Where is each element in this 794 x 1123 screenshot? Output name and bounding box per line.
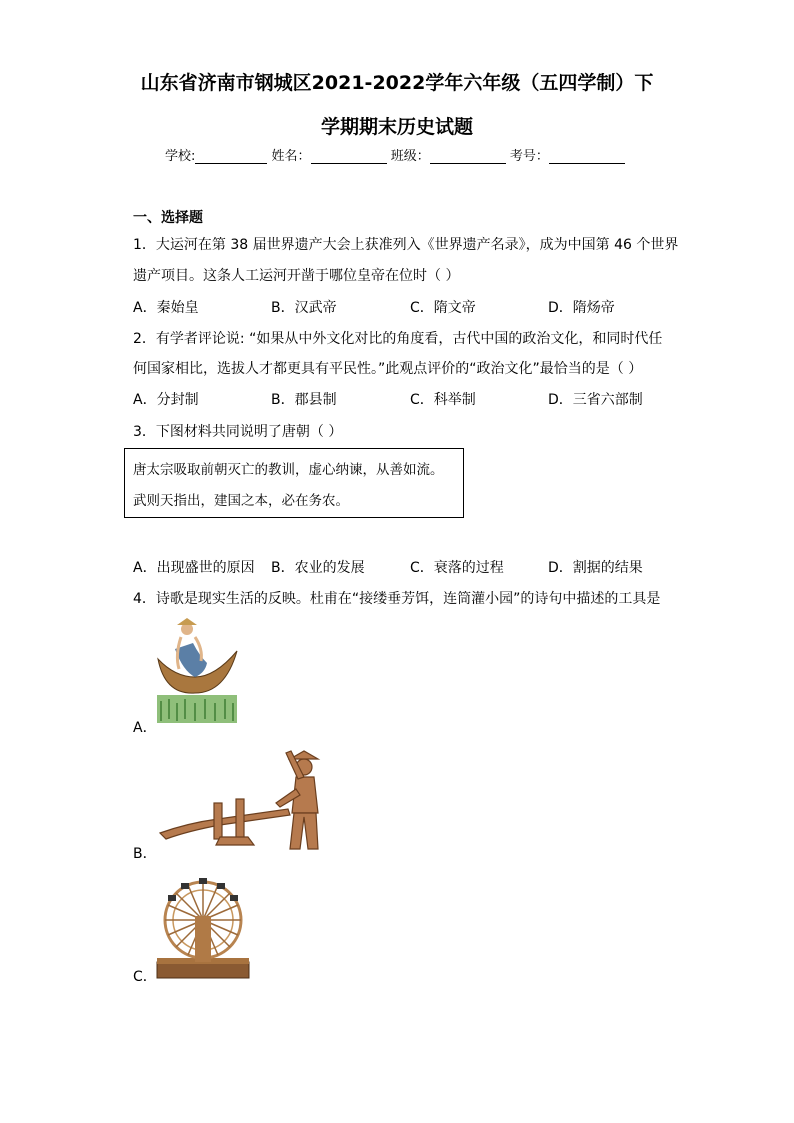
waterwheel-icon[interactable] xyxy=(155,876,250,980)
option-d[interactable]: D．割据的结果 xyxy=(548,560,643,576)
image-option-c-label[interactable]: C． xyxy=(133,969,157,985)
material-line-1: 唐太宗吸取前朝灭亡的教训，虚心纳谏，从善如流。 xyxy=(133,462,444,478)
page-title-line1: 山东省济南市钢城区2021-2022学年六年级（五四学制）下 xyxy=(140,72,654,94)
option-c[interactable]: C．隋文帝 xyxy=(410,300,476,316)
student-info-row xyxy=(165,145,625,164)
question-2-line-2: 何国家相比，选拔人才都更具有平民性。”此观点评价的“政治文化”最恰当的是（ ） xyxy=(133,361,643,377)
name-field[interactable] xyxy=(311,149,387,164)
class-field[interactable] xyxy=(430,149,506,164)
option-c[interactable]: C．衰落的过程 xyxy=(410,560,504,576)
option-a[interactable]: A．分封制 xyxy=(133,392,199,408)
image-option-b-label[interactable]: B． xyxy=(133,846,157,862)
question-4-line-1: 4．诗歌是现实生活的反映。杜甫在“接缕垂芳饵，连筒灌小园”的诗句中描述的工具是 xyxy=(133,591,661,607)
question-3-line-1: 3．下图材料共同说明了唐朝（ ） xyxy=(133,424,343,440)
option-c[interactable]: C．科举制 xyxy=(410,392,476,408)
exam-no-label: 考号： xyxy=(509,149,549,164)
option-a[interactable]: A．出现盛世的原因 xyxy=(133,560,255,576)
option-b[interactable]: B．汉武帝 xyxy=(271,300,337,316)
option-d[interactable]: D．三省六部制 xyxy=(548,392,643,408)
material-line-2: 武则天指出，建国之本，必在务农。 xyxy=(133,493,349,509)
page-title-line2: 学期期末历史试题 xyxy=(320,116,473,138)
image-option-a-label[interactable]: A． xyxy=(133,720,157,736)
option-b[interactable]: B．郡县制 xyxy=(271,392,337,408)
section-title: 一、选择题 xyxy=(133,210,203,226)
question-2-line-1: 2．有学者评论说: “如果从中外文化对比的角度看，古代中国的政治文化，和同时代任 xyxy=(133,331,663,347)
question-1-line-2: 遗产项目。这条人工运河开凿于哪位皇帝在位时（ ） xyxy=(133,268,460,284)
plough-farmer-icon[interactable] xyxy=(158,745,338,855)
class-label: 班级： xyxy=(390,149,430,164)
option-d[interactable]: D．隋炀帝 xyxy=(548,300,615,316)
school-field[interactable] xyxy=(195,149,267,164)
option-b[interactable]: B．农业的发展 xyxy=(271,560,365,576)
material-box xyxy=(124,448,464,518)
question-1-line-1: 1．大运河在第 38 届世界遗产大会上获准列入《世界遗产名录》，成为中国第 46 个世界 xyxy=(133,237,679,253)
name-label: 姓名： xyxy=(271,149,311,164)
option-a[interactable]: A．秦始皇 xyxy=(133,300,199,316)
school-label: 学校: xyxy=(165,149,196,164)
exam-no-field[interactable] xyxy=(549,149,625,164)
boat-farmer-icon[interactable] xyxy=(155,615,240,727)
